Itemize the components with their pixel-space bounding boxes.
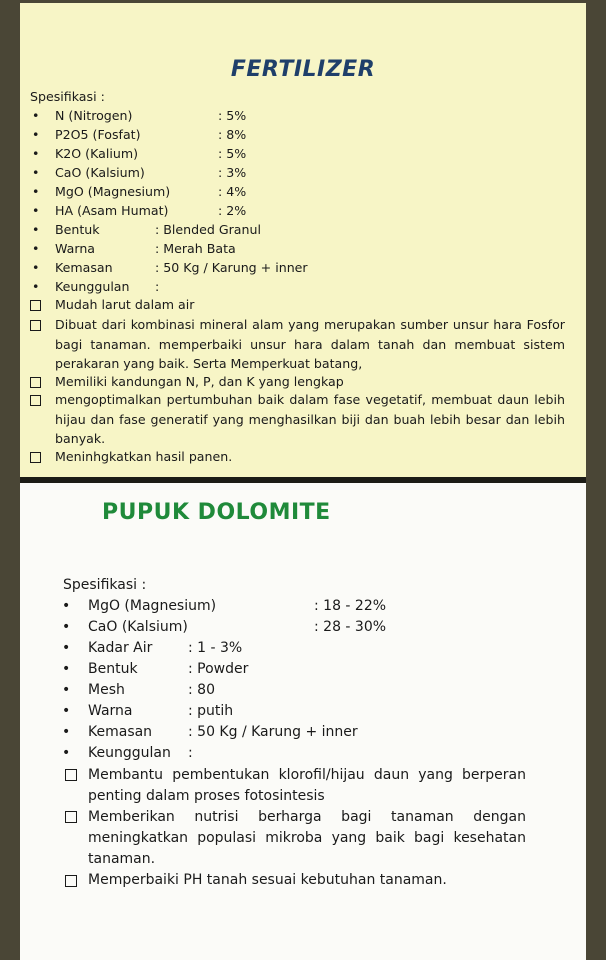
bullet-icon bbox=[62, 598, 70, 614]
bullet-icon bbox=[32, 203, 39, 218]
spec-name: N (Nitrogen) bbox=[55, 108, 133, 123]
bullet-icon bbox=[62, 661, 70, 677]
spec-name: K2O (Kalium) bbox=[55, 146, 139, 161]
bullet-icon bbox=[32, 146, 39, 161]
checkbox-icon bbox=[65, 875, 77, 887]
spec-name: Bentuk bbox=[55, 222, 100, 237]
checkbox-icon bbox=[65, 769, 77, 781]
spec-name: HA (Asam Humat) bbox=[55, 203, 169, 218]
spec-name: Kadar Air bbox=[88, 640, 153, 656]
bullet-icon bbox=[32, 127, 39, 142]
advantage-item: Memiliki kandungan N, P, dan K yang lengkap bbox=[55, 374, 344, 389]
bullet-icon bbox=[32, 184, 39, 199]
spec-name: Keunggulan bbox=[88, 745, 171, 761]
checkbox-icon bbox=[30, 300, 41, 311]
checkbox-icon bbox=[30, 320, 41, 331]
spec-value: : putih bbox=[188, 703, 234, 719]
spec-value: : Powder bbox=[188, 661, 249, 677]
spec-name: CaO (Kalsium) bbox=[55, 165, 145, 180]
spec-name: Kemasan bbox=[55, 260, 113, 275]
spec-name: Warna bbox=[55, 241, 96, 256]
advantage-item: Mudah larut dalam air bbox=[55, 297, 195, 312]
bullet-icon bbox=[32, 108, 39, 123]
spec-value: : 4% bbox=[218, 184, 247, 199]
advantage-item: Memperbaiki PH tanah sesuai kebutuhan tanaman. bbox=[88, 872, 447, 888]
advantage-item: Memberikan nutrisi berharga bagi tanaman dengan meningkatkan populasi mikroba yang baik bagi kesehatan tanaman. bbox=[88, 809, 526, 867]
spec-value: : bbox=[188, 745, 193, 761]
spec-value: : 5% bbox=[218, 146, 247, 161]
spec-value: : 50 Kg / Karung + inner bbox=[155, 260, 308, 275]
spec-name: Keunggulan bbox=[55, 279, 130, 294]
spec-value: : 8% bbox=[218, 127, 247, 142]
advantage-item: Dibuat dari kombinasi mineral alam yang merupakan sumber unsur hara Fosfor bagi tanaman. memperbaiki unsur hara dalam tanah dan membuat sistem perakaran yang baik. Serta Memperkuat batang, bbox=[55, 317, 565, 371]
bullet-icon bbox=[32, 241, 39, 256]
checkbox-icon bbox=[65, 811, 77, 823]
checkbox-icon bbox=[30, 452, 41, 463]
spec-value: : 5% bbox=[218, 108, 247, 123]
advantage-item: mengoptimalkan pertumbuhan baik dalam fase vegetatif, membuat daun lebih hijau dan fase generatif yang menghasilkan biji dan buah lebih besar dan lebih banyak. bbox=[55, 392, 565, 446]
bullet-icon bbox=[62, 703, 70, 719]
dolomite-title: PUPUK DOLOMITE bbox=[102, 500, 331, 525]
dolomite-panel bbox=[20, 483, 586, 960]
fertilizer-title: FERTILIZER bbox=[230, 57, 376, 82]
bullet-icon bbox=[32, 279, 39, 294]
spec-value: : 80 bbox=[188, 682, 215, 698]
spec-value: : Merah Bata bbox=[155, 241, 236, 256]
advantage-item: Meninhgkatkan hasil panen. bbox=[55, 449, 233, 464]
spec-name: Kemasan bbox=[88, 724, 153, 740]
spec-value: : 18 - 22% bbox=[314, 598, 387, 614]
fertilizer-panel bbox=[20, 3, 586, 477]
spec-value: : 3% bbox=[218, 165, 247, 180]
checkbox-icon bbox=[30, 395, 41, 406]
bullet-icon bbox=[32, 222, 39, 237]
spec-value: : 28 - 30% bbox=[314, 619, 387, 635]
spec-value: : Blended Granul bbox=[155, 222, 261, 237]
checkbox-icon bbox=[30, 377, 41, 388]
spec-name: MgO (Magnesium) bbox=[88, 598, 217, 614]
bullet-icon bbox=[62, 745, 70, 761]
fertilizer-spec-label: Spesifikasi : bbox=[30, 89, 105, 104]
spec-name: MgO (Magnesium) bbox=[55, 184, 171, 199]
spec-value: : 1 - 3% bbox=[188, 640, 243, 656]
bullet-icon bbox=[62, 724, 70, 740]
spec-value: : 2% bbox=[218, 203, 247, 218]
spec-name: Mesh bbox=[88, 682, 125, 698]
bullet-icon bbox=[62, 640, 70, 656]
dolomite-spec-label: Spesifikasi : bbox=[63, 577, 147, 593]
spec-name: Warna bbox=[88, 703, 133, 719]
bullet-icon bbox=[32, 165, 39, 180]
spec-name: CaO (Kalsium) bbox=[88, 619, 188, 635]
bullet-icon bbox=[62, 619, 70, 635]
spec-name: P2O5 (Fosfat) bbox=[55, 127, 141, 142]
spec-value: : bbox=[155, 279, 160, 294]
spec-name: Bentuk bbox=[88, 661, 138, 677]
advantage-item: Membantu pembentukan klorofil/hijau daun yang berperan penting dalam proses fotosintesis bbox=[88, 767, 526, 804]
bullet-icon bbox=[62, 682, 70, 698]
bullet-icon bbox=[32, 260, 39, 275]
spec-value: : 50 Kg / Karung + inner bbox=[188, 724, 358, 740]
